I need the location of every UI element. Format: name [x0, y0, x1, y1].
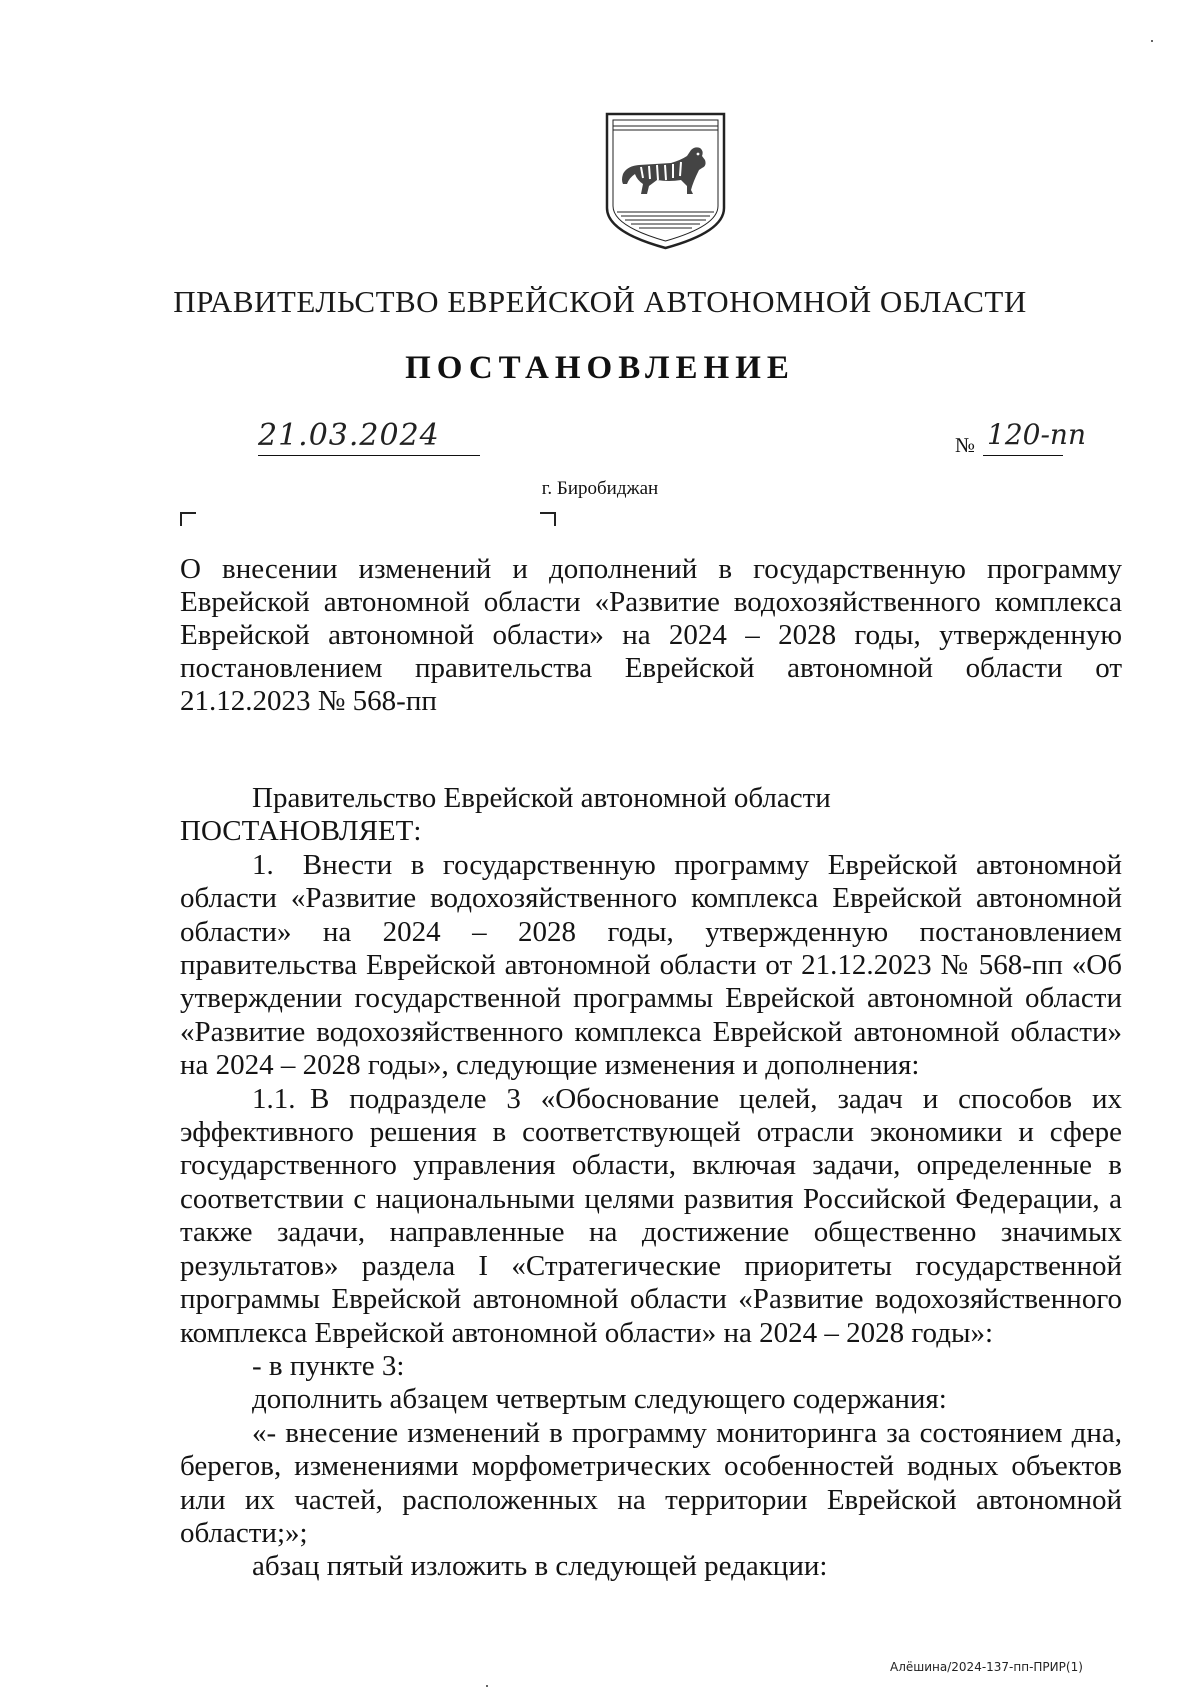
number-label: № [955, 433, 976, 457]
document-type: ПОСТАНОВЛЕНИЕ [405, 350, 795, 386]
document-title: О внесении изменений и дополнений в государственную программу Еврейской автономной области «Развитие водохозяйственного комплекса Еврейской автономной области» на 2024 – 2028 годы, утвержденную постановлением правительства Еврейской автономной области от 21.12.2023 № 568-пп [180, 553, 1122, 717]
title-bracket-right [540, 512, 556, 526]
scan-speck [1151, 40, 1153, 42]
body-paragraph: «- внесение изменений в программу мониторинга за состоянием дна, берегов, изменениями морфометрических особенностей водных объектов или их частей, расположенных на территории Еврейской автономной области;»; [180, 1416, 1122, 1549]
body-paragraph: ПОСТАНОВЛЯЕТ: [180, 815, 422, 848]
coat-of-arms-emblem [603, 110, 728, 252]
scan-speck [486, 1685, 488, 1687]
organization-name: ПРАВИТЕЛЬСТВО ЕВРЕЙСКОЙ АВТОНОМНОЙ ОБЛАСТИ [173, 284, 1027, 319]
file-reference: Алёшина/2024-137-пп-ПРИР(1) [890, 1660, 1083, 1674]
body-paragraph: дополнить абзацем четвертым следующего содержания: [252, 1383, 947, 1416]
city-name: г. Биробиджан [541, 478, 659, 499]
body-paragraph: 1. Внести в государственную программу Еврейской автономной области «Развитие водохозяйственного комплекса Еврейской автономной области» на 2024 – 2028 годы, утвержденную постановлением правительства Еврейской автономной области от 21.12.2023 № 568-пп «Об утверждении государственной программы Еврейской автономной области «Развитие водохозяйственного комплекса Еврейской автономной области» на 2024 – 2028 годы», следующие изменения и дополнения: [180, 848, 1122, 1082]
body-paragraph: абзац пятый изложить в следующей редакции: [252, 1550, 828, 1583]
body-paragraph: - в пункте 3: [252, 1349, 405, 1382]
document-body [180, 782, 1122, 1584]
body-paragraph: Правительство Еврейской автономной области [252, 782, 831, 814]
date-underline [258, 455, 480, 456]
title-bracket-left [180, 512, 196, 526]
number-underline [983, 455, 1063, 456]
document-number-handwritten: 120-пп [987, 418, 1086, 451]
document-date-handwritten: 21.03.2024 [258, 418, 440, 453]
tiger-icon [622, 147, 706, 194]
body-paragraph: 1.1. В подразделе 3 «Обоснование целей, задач и способов их эффективного решения в соответствующей отрасли экономики и сфере государственного управления области, включая задачи, определенные в соответствии с национальными целями развития Российской Федерации, а также задачи, направленные на достижение общественно значимых результатов» раздела I «Стратегические приоритеты государственной программы Еврейской автономной области «Развитие водохозяйственного комплекса Еврейской автономной области» на 2024 – 2028 годы»: [180, 1082, 1122, 1349]
